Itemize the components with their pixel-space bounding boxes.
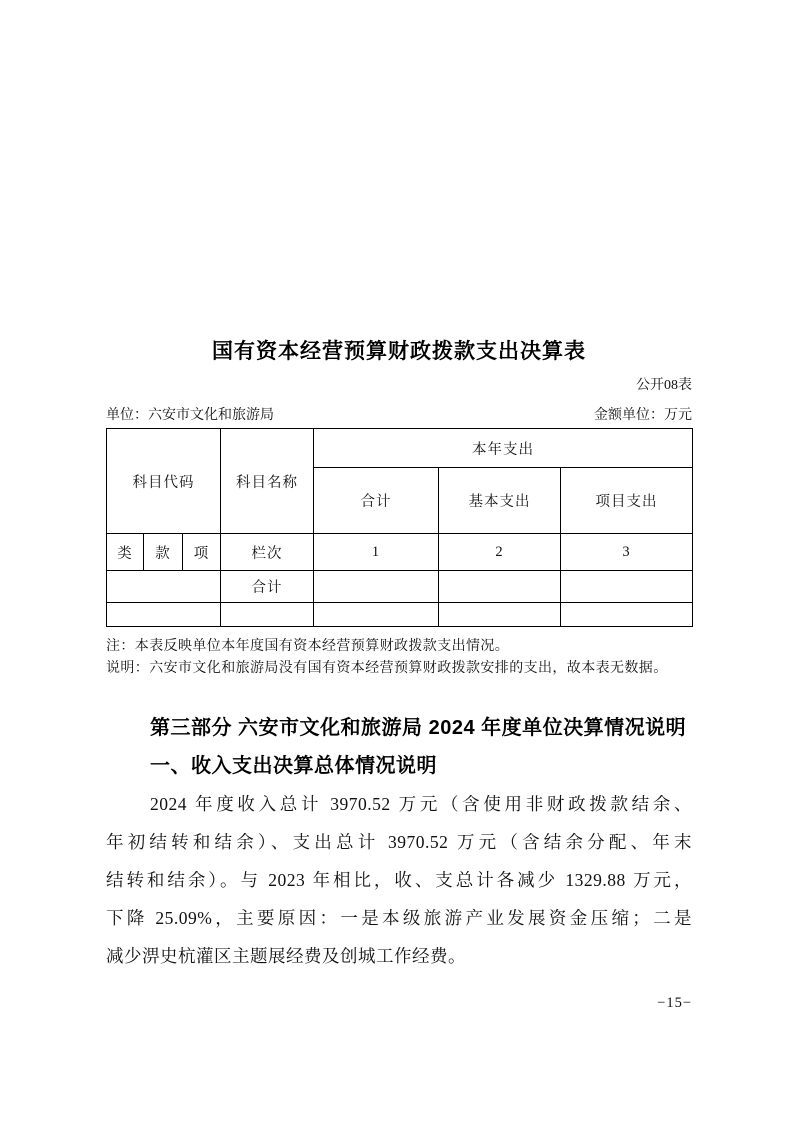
row-name-cell xyxy=(221,603,314,627)
row-project-cell xyxy=(561,571,693,603)
unit-info-row xyxy=(106,406,692,425)
note-line: 注：本表反映单位本年度国有资本经营预算财政拨款支出情况。 xyxy=(106,639,510,654)
unit-name-label: 单位：六安市文化和旅游局 xyxy=(106,408,274,423)
header-total: 合计 xyxy=(314,468,439,534)
header-category: 类 xyxy=(107,534,144,571)
public-table-code: 公开08表 xyxy=(636,378,692,393)
row-basic-cell xyxy=(439,603,561,627)
header-col-1: 1 xyxy=(314,534,439,571)
header-project-expenditure: 项目支出 xyxy=(561,468,693,534)
header-subject-code: 科目代码 xyxy=(107,429,221,534)
header-col-2: 2 xyxy=(439,534,561,571)
table-header-row-1 xyxy=(107,429,693,468)
header-item: 项 xyxy=(183,534,221,571)
page-number: −15− xyxy=(657,995,692,1011)
table-notes xyxy=(106,636,692,680)
section-subheading: 一、收入支出决算总体情况说明 xyxy=(150,755,437,777)
table-row xyxy=(107,571,693,603)
header-clause: 款 xyxy=(144,534,183,571)
header-subject-name: 科目名称 xyxy=(221,429,314,534)
row-project-cell xyxy=(561,603,693,627)
paragraph-line: 结转和结余）。与 2023 年相比，收、支总计各减少 1329.88 万元， xyxy=(106,870,692,890)
row-name-cell: 合计 xyxy=(221,571,314,603)
paragraph-line: 减少淠史杭灌区主题展经费及创城工作经费。 xyxy=(106,946,466,966)
amount-unit-label: 金额单位：万元 xyxy=(594,408,692,423)
page-content xyxy=(106,338,692,975)
header-current-year-expenditure: 本年支出 xyxy=(314,429,693,468)
table-header-row-3 xyxy=(107,534,693,571)
section-heading: 第三部分 六安市文化和旅游局 2024 年度单位决算情况说明 xyxy=(150,717,687,739)
table-title: 国有资本经营预算财政拨款支出决算表 xyxy=(212,340,586,363)
row-basic-cell xyxy=(439,571,561,603)
header-col-3: 3 xyxy=(561,534,693,571)
row-total-cell xyxy=(314,571,439,603)
expenditure-table xyxy=(106,428,693,627)
paragraph-line: 下降 25.09%，主要原因：一是本级旅游产业发展资金压缩；二是 xyxy=(106,908,692,928)
header-column-no: 栏次 xyxy=(221,534,314,571)
paragraph-line: 年初结转和结余）、支出总计 3970.52 万元（含结余分配、年末 xyxy=(106,832,692,852)
explanation-line: 说明：六安市文化和旅游局没有国有资本经营预算财政拨款安排的支出，故本表无数据。 xyxy=(106,661,668,676)
row-code-cell xyxy=(107,603,221,627)
table-row xyxy=(107,603,693,627)
header-basic-expenditure: 基本支出 xyxy=(439,468,561,534)
row-total-cell xyxy=(314,603,439,627)
paragraph-line: 2024 年度收入总计 3970.52 万元（含使用非财政拨款结余、 xyxy=(150,794,692,814)
row-code-cell xyxy=(107,571,221,603)
